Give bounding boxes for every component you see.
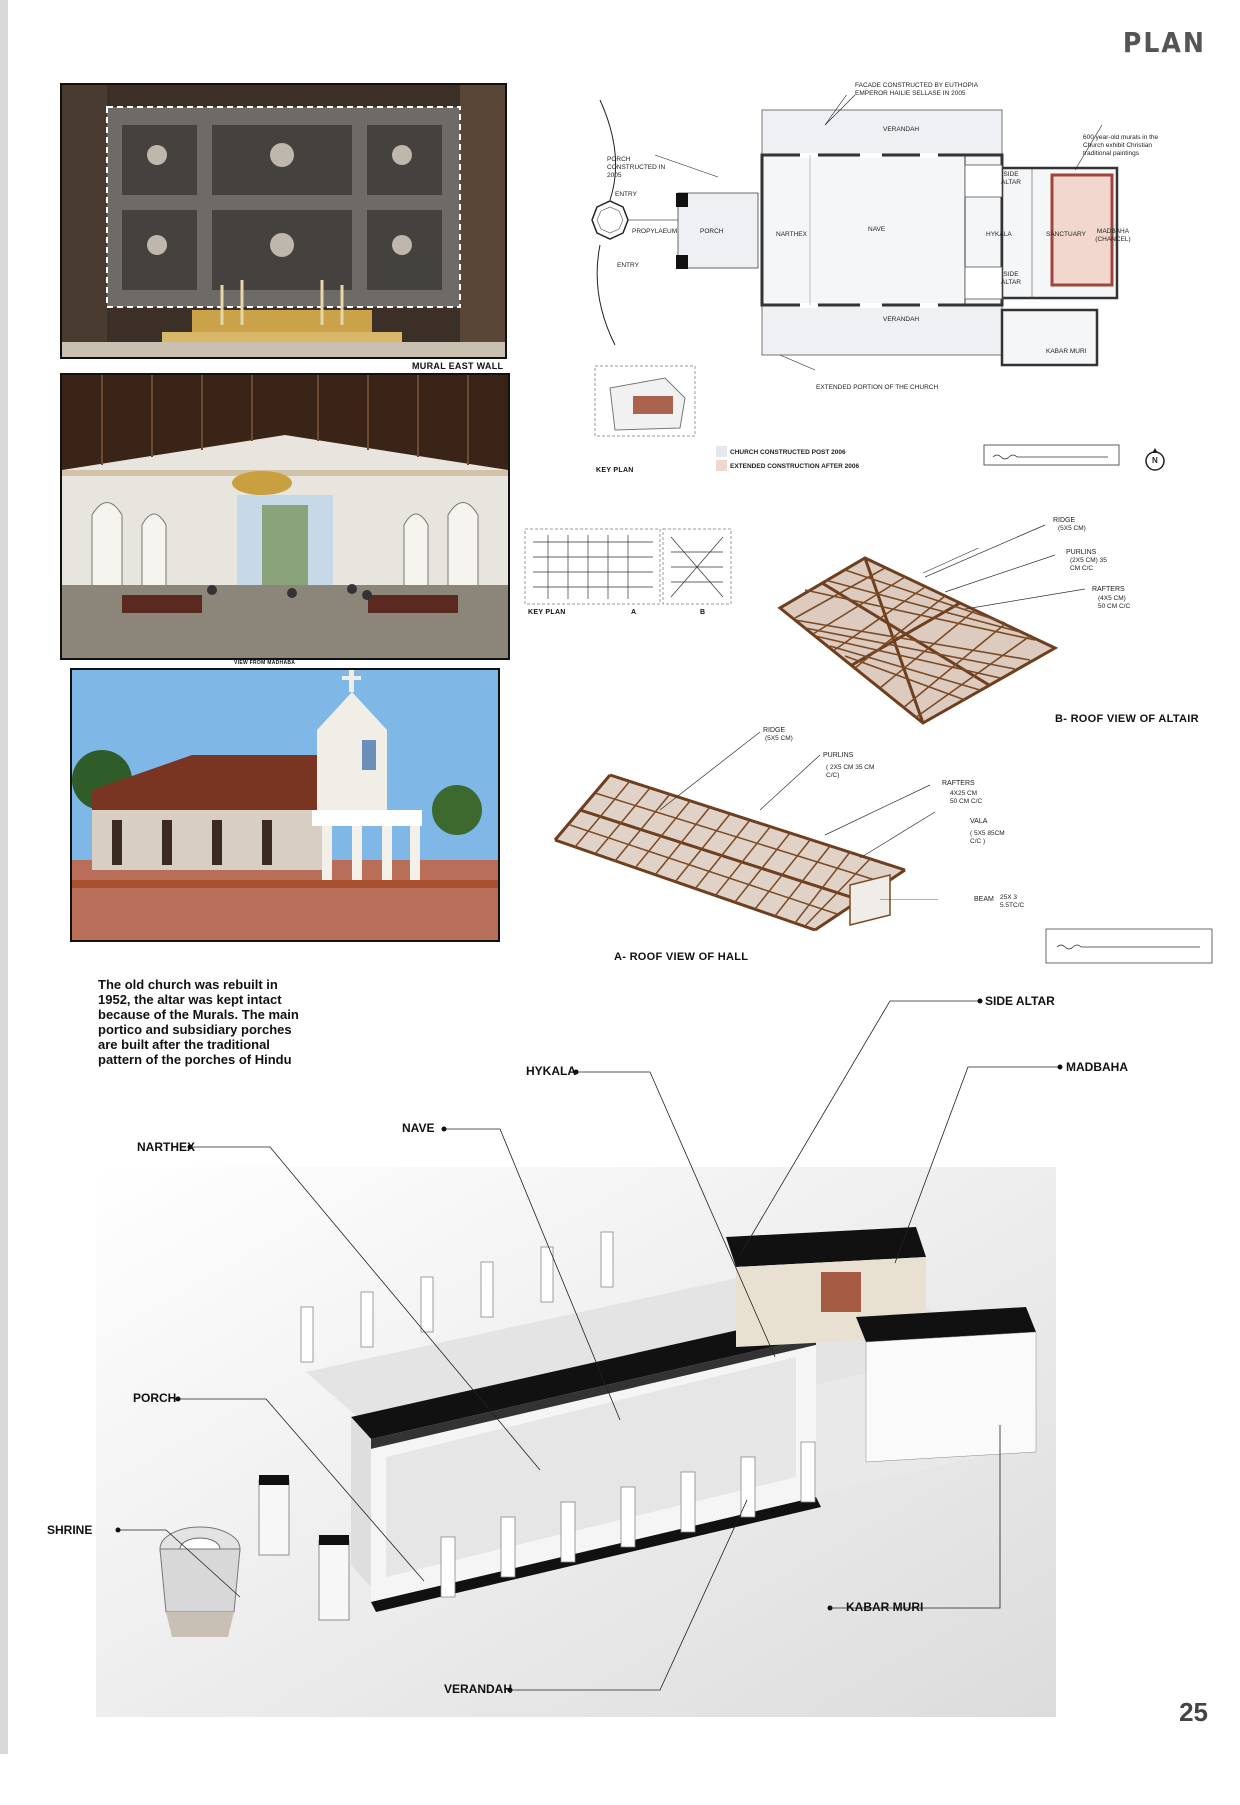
- mural-caption: MURAL EAST WALL: [412, 361, 504, 371]
- plan-room-verandah-bottom: VERANDAH: [883, 316, 920, 323]
- altair-purlins-label: PURLINS: [1066, 549, 1097, 556]
- plan-note-extended: EXTENDED PORTION OF THE CHURCH: [816, 384, 939, 391]
- page-title: PLAN: [1122, 26, 1206, 59]
- plan-room-side-altar-bottom: SIDE ALTAR: [1001, 271, 1021, 286]
- roof-key-plan-label: KEY PLAN: [528, 609, 566, 616]
- mural-photo: [60, 83, 507, 359]
- altair-rafters-label: RAFTERS: [1092, 586, 1125, 593]
- plan-entry-top: ENTRY: [615, 191, 637, 198]
- legend-label-1: CHURCH CONSTRUCTED POST 2006: [730, 449, 846, 456]
- plan-room-side-altar-top: SIDE ALTAR: [1001, 171, 1021, 186]
- plan-scale-bar: [983, 441, 1123, 471]
- exterior-photo: [70, 668, 500, 942]
- axo-label-madbaha: MADBAHA: [1066, 1060, 1128, 1074]
- axo-label-nave: NAVE: [402, 1121, 435, 1135]
- hall-ridge-sub: (5X5 CM): [765, 735, 793, 742]
- plan-room-nave: NAVE: [868, 226, 886, 233]
- legend-label-2: EXTENDED CONSTRUCTION AFTER 2006: [730, 463, 860, 470]
- plan-room-madbaha: MADBAHA (CHANCEL): [1095, 228, 1131, 243]
- hall-ridge-label: RIDGE: [763, 727, 786, 734]
- interior-caption: VIEW FROM MADHABA: [234, 660, 296, 666]
- axo-label-verandah: VERANDAH: [444, 1682, 513, 1696]
- axo-label-side-altar: SIDE ALTAR: [985, 994, 1055, 1008]
- page-number: 25: [1179, 1697, 1208, 1727]
- hall-purlins-label: PURLINS: [823, 752, 854, 759]
- axo-label-narthex: NARTHEX: [137, 1140, 196, 1154]
- plan-room-narthex: NARTHEX: [776, 231, 807, 238]
- plan-room-propylaeum: PROPYLAEUM: [632, 228, 678, 235]
- axo-label-porch: PORCH: [133, 1391, 177, 1405]
- hall-title: A- ROOF VIEW OF HALL: [614, 951, 749, 963]
- altair-ridge-sub: (5X5 CM): [1058, 525, 1086, 532]
- hall-vala-sub: ( 5X5 85CM C/C ): [970, 830, 1005, 845]
- plan-note-facade: FACADE CONSTRUCTED BY EUTHOPIA EMPEROR HAILIE SELLASE IN 2005: [855, 82, 978, 97]
- axo-label-hykala: HYKALA: [526, 1064, 576, 1078]
- axo-label-kabar-muri: KABAR MURI: [846, 1600, 924, 1614]
- hall-rafters-label: RAFTERS: [942, 780, 975, 787]
- axo-label-shrine: SHRINE: [47, 1523, 93, 1537]
- interior-photo: [60, 373, 510, 660]
- plan-room-porch: PORCH: [700, 228, 724, 235]
- hall-purlins-sub: ( 2X5 CM 35 CM C/C): [826, 764, 875, 779]
- north-label: N: [1152, 456, 1158, 465]
- legend-swatch-1: [716, 446, 727, 457]
- plan-entry-bottom: ENTRY: [617, 262, 639, 269]
- legend-swatch-2: [716, 460, 727, 471]
- interior-photo-drawing: [62, 375, 508, 658]
- roof-key-plan: [523, 517, 733, 607]
- plan-room-kabar-muri: KABAR MURI: [1046, 348, 1087, 355]
- roof-scale-bar: [1045, 927, 1215, 967]
- roof-key-b: B: [700, 609, 706, 616]
- mural-photo-drawing: [62, 85, 505, 357]
- plan-room-hykala: HYKALA: [986, 231, 1012, 238]
- plan-room-sanctuary: SANCTUARY: [1046, 231, 1086, 238]
- altair-purlins-sub: (2X5 CM) 35 CM C/C: [1070, 557, 1107, 572]
- altair-rafters-sub: (4X5 CM) 50 CM C/C: [1098, 595, 1131, 610]
- exterior-photo-drawing: [72, 670, 498, 940]
- plan-note-murals: 600 year-old murals in the Church exhibit Christian traditional paintings: [1083, 134, 1159, 157]
- plan-room-verandah-top: VERANDAH: [883, 126, 920, 133]
- altair-ridge-label: RIDGE: [1053, 517, 1076, 524]
- plan-key-plan-label: KEY PLAN: [596, 467, 634, 474]
- page-edge: [0, 0, 8, 1754]
- axonometric-leaders: [40, 985, 1130, 1805]
- hall-rafters-sub: 4X25 CM 50 CM C/C: [950, 790, 983, 805]
- plan-key-plan: [585, 358, 705, 458]
- hall-vala-label: VALA: [970, 818, 988, 825]
- plan-note-porch: PORCH CONSTRUCTED IN 2005: [607, 156, 666, 179]
- hall-beam-sub: 25X 3 5.5TC/C: [1000, 894, 1025, 909]
- roof-key-a: A: [631, 609, 637, 616]
- description-text: The old church was rebuilt in 1952, the altar was kept intact because of the Murals. The main portico and subsidiary porches are built after the traditional pattern of the porches of Hindu: [98, 977, 299, 1067]
- hall-beam-label: BEAM: [974, 896, 994, 903]
- altair-title: B- ROOF VIEW OF ALTAIR: [1055, 713, 1199, 725]
